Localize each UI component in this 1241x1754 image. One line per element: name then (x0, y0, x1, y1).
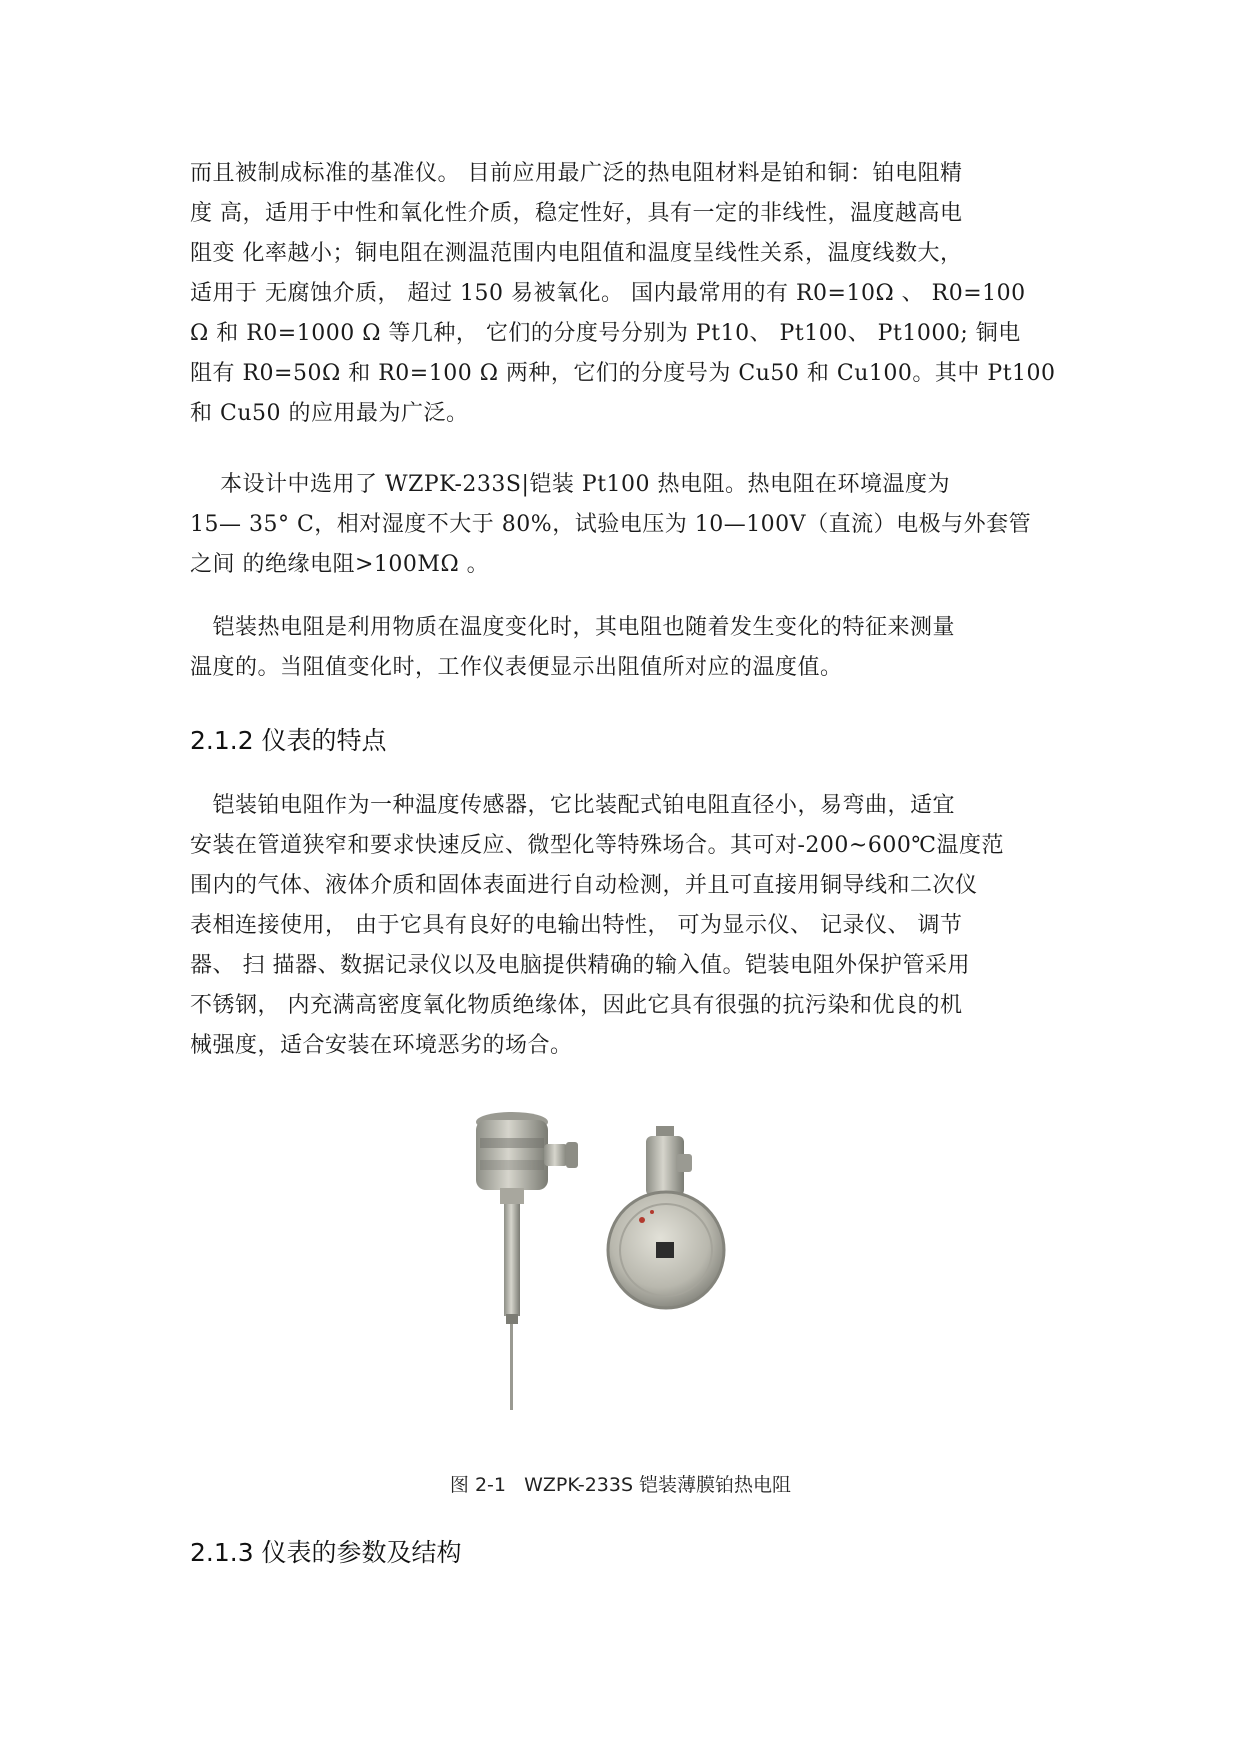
sensor-photo (470, 1108, 800, 1438)
text-line: 而且被制成标准的基准仪。 目前应用最广泛的热电阻材料是铂和铜：铂电阻精 (190, 161, 963, 186)
text-line: 度 高，适用于中性和氧化性介质，稳定性好，具有一定的非线性，温度越高电 (190, 201, 963, 226)
text-line: 安装在管道狭窄和要求快速反应、微型化等特殊场合。其可对-200~600℃温度范 (190, 833, 1004, 858)
text-line: 铠装铂电阻作为一种温度传感器，它比装配式铂电阻直径小，易弯曲，适宜 (190, 793, 955, 818)
text-line: 和 Cu50 的应用最为广泛。 (190, 401, 469, 426)
armored-rtd-illustration (470, 1108, 800, 1438)
text-line: 阻有 R0=50Ω 和 R0=100 Ω 两种，它们的分度号为 Cu50 和 Cu100。其中 Pt100 (190, 361, 1056, 386)
text-line: 械强度，适合安装在环境恶劣的场合。 (190, 1033, 573, 1058)
text-line: Ω 和 R0=1000 Ω 等几种， 它们的分度号分别为 Pt10、 Pt100、 Pt1000; 铜电 (190, 321, 1021, 346)
text-line: 铠装热电阻是利用物质在温度变化时，其电阻也随着发生变化的特征来测量 (190, 615, 955, 640)
text-line: 表相连接使用， 由于它具有良好的电输出特性， 可为显示仪、 记录仪、 调节 (190, 913, 963, 938)
text-line: 围内的气体、液体介质和固体表面进行自动检测，并且可直接用铜导线和二次仪 (190, 873, 978, 898)
text-line: 15— 35° C，相对湿度不大于 80%，试验电压为 10—100V（直流）电极与外套管 (190, 512, 1032, 537)
text-line: 之间 的绝缘电阻>100MΩ 。 (190, 552, 490, 577)
figure-caption: 图 2-1 WZPK-233S 铠装薄膜铂热电阻 (449, 1474, 792, 1496)
paragraph-selected-sensor (190, 465, 1090, 585)
text-line: 适用于 无腐蚀介质， 超过 150 易被氧化。 国内最常用的有 R0=10Ω 、 R0=100 (190, 281, 1026, 306)
text-line: 阻变 化率越小；铜电阻在测温范围内电阻值和温度呈线性关系，温度线数大， (190, 241, 963, 266)
paragraph-features (190, 786, 1090, 1066)
paragraph-working-principle (190, 608, 1090, 688)
text-line: 不锈钢， 内充满高密度氧化物质绝缘体，因此它具有很强的抗污染和优良的机 (190, 993, 963, 1018)
text-line: 器、 扫 描器、数据记录仪以及电脑提供精确的输入值。铠装电阻外保护管采用 (190, 953, 970, 978)
section-heading-features: 2.1.2 仪表的特点 (190, 726, 387, 755)
text-line: 温度的。当阻值变化时，工作仪表便显示出阻值所对应的温度值。 (190, 655, 843, 680)
text-line: 本设计中选用了 WZPK-233S|铠装 Pt100 热电阻。热电阻在环境温度为 (190, 472, 951, 497)
section-heading-parameters: 2.1.3 仪表的参数及结构 (190, 1538, 462, 1567)
paragraph-resistance-materials (190, 154, 1090, 434)
